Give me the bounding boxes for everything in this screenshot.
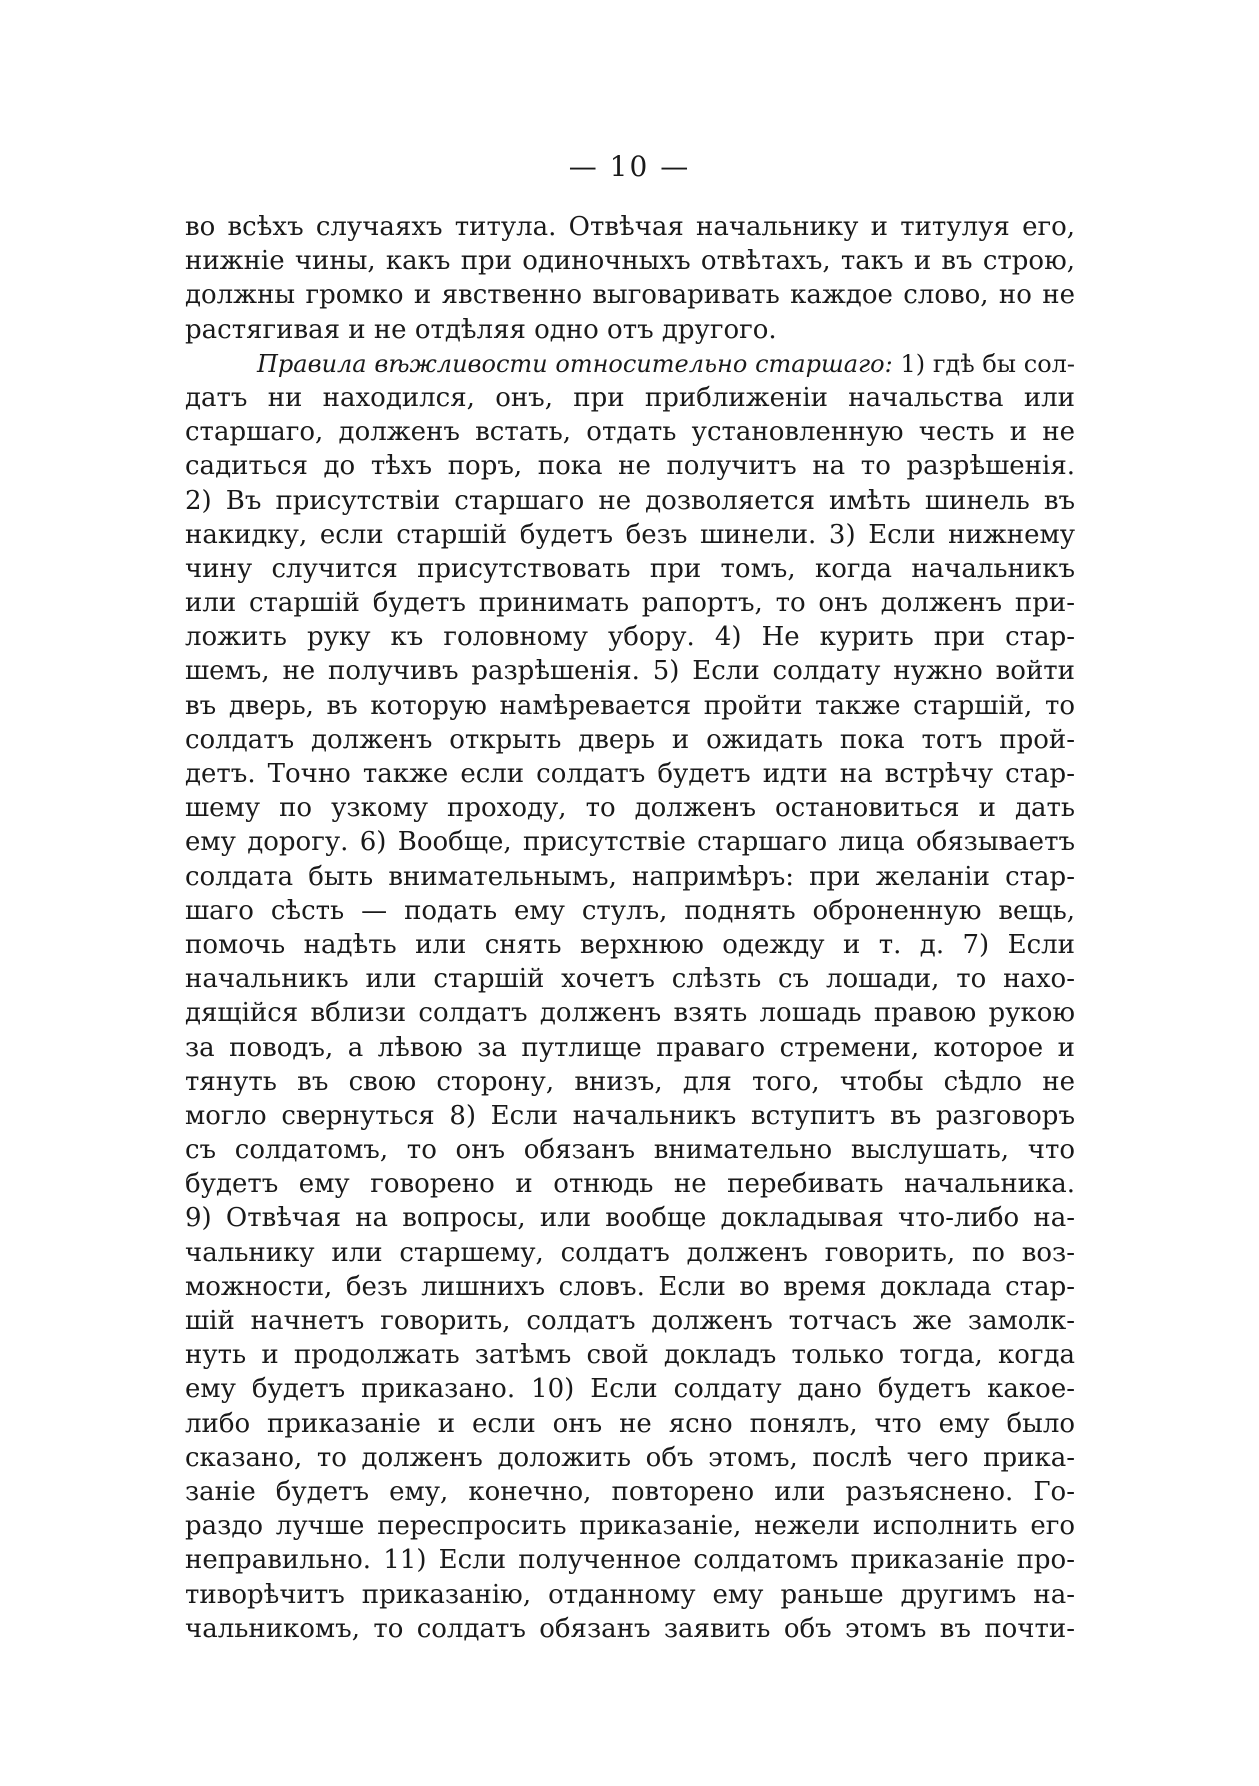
text-line: нуть и продолжать затѣмъ свой докладъ только тогда, когда (185, 1340, 1075, 1371)
page-number: — 10 — (568, 150, 691, 183)
paragraph-first-line (185, 347, 1075, 381)
text-line: ему будетъ приказано. 10) Если солдату дано будетъ какое- (185, 1374, 1075, 1405)
text-line: ему дорогу. 6) Вообще, присутствіе старшаго лица обязываетъ (185, 827, 1075, 858)
text-line: съ солдатомъ, то онъ обязанъ внимательно выслушать, что (185, 1135, 1075, 1166)
text-line: должны громко и явственно выговаривать каждое слово, но не (185, 280, 1075, 311)
text-line: въ дверь, въ которую намѣревается пройти также старшій, то (185, 690, 1075, 721)
text-line: старшаго, долженъ встать, отдать установленную честь и не (185, 417, 1075, 448)
text-line: накидку, если старшій будетъ безъ шинели. 3) Если нижнему (185, 519, 1075, 550)
text-line: дящійся вблизи солдатъ долженъ взять лошадь правою рукою (185, 998, 1075, 1029)
italic-heading: Правила вѣжливости относительно старшаго: (257, 349, 893, 378)
text-line: солдата быть внимательнымъ, напримѣръ: при желаніи стар- (185, 861, 1075, 892)
text-line: либо приказаніе и если онъ не ясно понялъ, что ему было (185, 1408, 1075, 1439)
text-line: во всѣхъ случаяхъ титула. Отвѣчая начальнику и титулуя его, (185, 212, 1075, 242)
text-line: садиться до тѣхъ поръ, пока не получитъ на то разрѣшенія. (185, 451, 1075, 482)
text-line: тиворѣчитъ приказанію, отданному ему раньше другимъ на- (185, 1579, 1075, 1610)
text-line: заніе будетъ ему, конечно, повторено или разъяснено. Го- (185, 1476, 1075, 1507)
text-line: шій начнетъ говорить, солдатъ долженъ тотчасъ же замолк- (185, 1306, 1075, 1336)
text-line: шему по узкому проходу, то долженъ остановиться и дать (185, 793, 1075, 824)
text-line: чину случится присутствовать при томъ, когда начальникъ (185, 553, 1075, 584)
text-line: шаго сѣсть — подать ему стулъ, поднять оброненную вещь, (185, 895, 1075, 926)
text-line: солдатъ долженъ открыть дверь и ожидать пока тотъ прой- (185, 724, 1075, 755)
text-line: сказано, то долженъ доложить объ этомъ, послѣ чего прика- (185, 1442, 1075, 1473)
text-line: датъ ни находился, онъ, при приближеніи начальства или (185, 382, 1075, 413)
text-line: чальнику или старшему, солдатъ долженъ говорить, по воз- (185, 1237, 1075, 1268)
text-line: можности, безъ лишнихъ словъ. Если во время доклада стар- (185, 1271, 1075, 1302)
text-line: за поводъ, а лѣвою за путлище праваго стремени, которое и (185, 1032, 1075, 1063)
text-line: будетъ ему говорено и отнюдь не перебивать начальника. (185, 1169, 1075, 1200)
text-line: детъ. Точно также если солдатъ будетъ идти на встрѣчу стар- (185, 759, 1075, 789)
body-text (185, 210, 1075, 1646)
text-line: шемъ, не получивъ разрѣшенія. 5) Если солдату нужно войти (185, 656, 1075, 687)
text-line: начальникъ или старшій хочетъ слѣзть съ лошади, то нахо- (185, 964, 1075, 995)
text-line: нижніе чины, какъ при одиночныхъ отвѣтахъ, такъ и въ строю, (185, 246, 1075, 277)
text-line: раздо лучше переспросить приказаніе, нежели исполнить его (185, 1511, 1075, 1542)
text-line: 2) Въ присутствіи старшаго не дозволяется имѣть шинель въ (185, 485, 1075, 516)
text-line: 9) Отвѣчая на вопросы, или вообще докладывая что-либо на- (185, 1203, 1075, 1234)
text-line: тянуть въ свою сторону, внизъ, для того, чтобы сѣдло не (185, 1066, 1075, 1097)
text-line: неправильно. 11) Если полученное солдатомъ приказаніе про- (185, 1545, 1075, 1576)
text-line: или старшій будетъ принимать рапортъ, то онъ долженъ при- (185, 588, 1075, 619)
text-line: чальникомъ, то солдатъ обязанъ заявить объ этомъ въ почти- (185, 1613, 1075, 1644)
text-line: растягивая и не отдѣляя одно отъ другого. (185, 314, 777, 345)
text-line: могло свернуться 8) Если начальникъ вступитъ въ разговоръ (185, 1100, 1075, 1131)
text-fragment: 1) гдѣ бы сол- (892, 349, 1075, 378)
text-line: ложить руку къ головному убору. 4) Не курить при стар- (185, 622, 1075, 653)
text-line: помочь надѣть или снять верхнюю одежду и т. д. 7) Если (185, 929, 1075, 960)
